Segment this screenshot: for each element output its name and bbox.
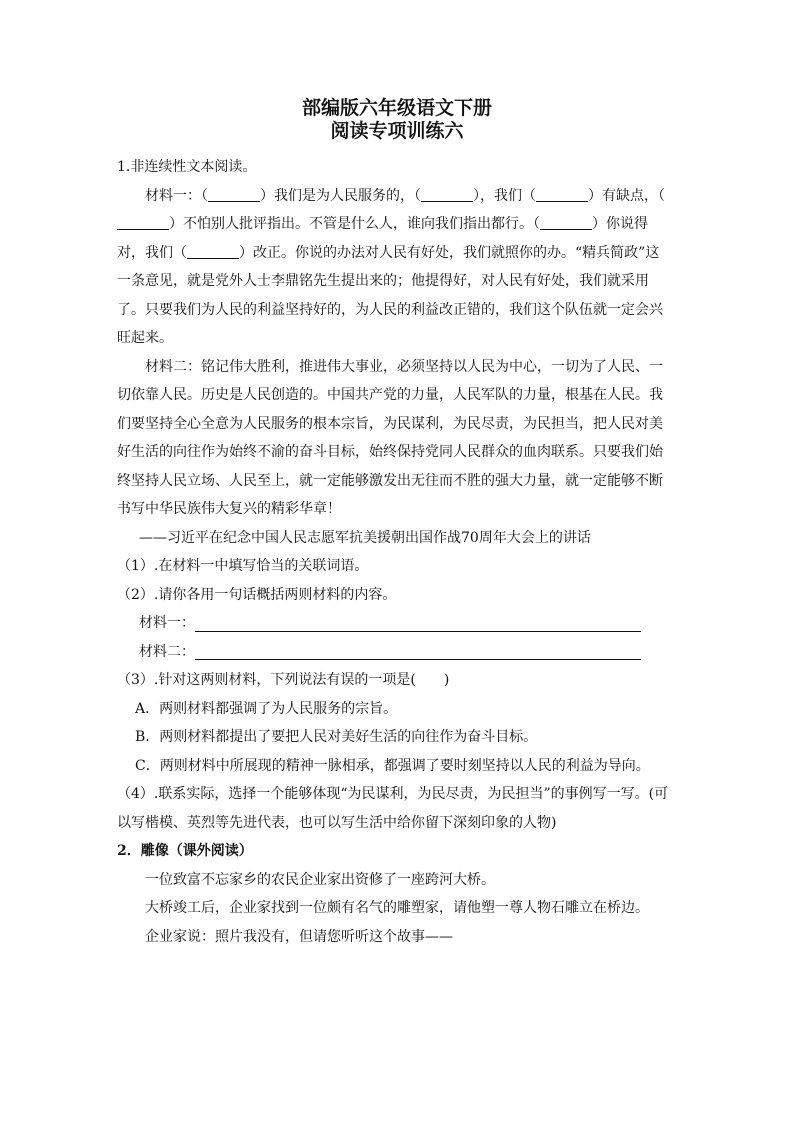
question-3: （3）.针对这两则材料，下列说法有误的一项是( ) (117, 672, 450, 688)
material-one-paragraph: 材料一：（ ）我们是为人民服务的，（ ），我们（ ）有缺点，（）不怕别人批评指出。不管是什么人，谁向我们指出都行。（ ）你说得对，我们（ ）改正。你说的办法对人民有好处，我们就照你的办。“精兵简政”这一条意见，就是党外人士李鼎铭先生提出来的；他提得好，对人民有好处，我们就采用了。只要我们为人民的利益坚持好的，为人民的利益改正错的，我们这个队伍就一定会兴旺起来。 (117, 187, 665, 346)
material-source: ——习近平在纪念中国人民志愿军抗美援朝出国作战70周年大会上的讲话 (139, 529, 591, 546)
blank-1[interactable] (208, 187, 260, 202)
option-c[interactable]: C．两则材料中所展现的精神一脉相承，都强调了要时刻坚持以人民的利益为导向。 (135, 757, 650, 774)
answer-label-2: 材料二： (139, 643, 195, 660)
answer-label-1: 材料一： (139, 615, 195, 631)
story-paragraph-2: 大桥竣工后，企业家找到一位颇有名气的雕塑家，请他塑一尊人物石雕立在桥边。 (145, 900, 649, 916)
question-4: （4）.联系实际，选择一个能够体现“为民谋利，为民尽责，为民担当”的事例写一写。(可以写楷模、英烈等先进代表，也可以写生活中给你留下深刻印象的人物) (117, 786, 669, 831)
blank-6[interactable] (187, 244, 239, 259)
blank-5[interactable] (540, 215, 592, 230)
section2-heading: 2．雕像（课外阅读） (117, 843, 253, 859)
question-2: （2）.请你各用一句话概括两则材料的内容。 (117, 586, 397, 603)
document-title: 部编版六年级语文下册 (301, 97, 492, 119)
section1-heading: 1.非连续性文本阅读。 (117, 159, 257, 175)
answer-line-1[interactable] (195, 613, 641, 632)
document-body (117, 153, 670, 951)
answer-row-material-two (117, 638, 670, 667)
material-two-paragraph: 材料二：铭记伟大胜利，推进伟大事业，必须坚持以人民为中心，一切为了人民、一切依靠人民。历史是人民创造的。中国共产党的力量，人民军队的力量，根基在人民。我们要坚持全心全意为人民服务的根本宗旨，为民谋利，为民尽责，为民担当，把人民对美好生活的向往作为始终不渝的奋斗目标，始终保持党同人民群众的血肉联系。只要我们始终坚持人民立场、人民至上，就一定能够激发出无往而不胜的强大力量，就一定能够不断书写中华民族伟大复兴的精彩华章！ (117, 358, 663, 517)
blank-2[interactable] (421, 187, 473, 202)
document-subtitle: 阅读专项训练六 (330, 120, 464, 142)
story-paragraph-3: 企业家说：照片我没有，但请您听听这个故事—— (145, 928, 453, 945)
option-a[interactable]: A．两则材料都强调了为人民服务的宗旨。 (135, 700, 398, 717)
answer-line-2[interactable] (195, 641, 641, 660)
story-paragraph-1: 一位致富不忘家乡的农民企业家出资修了一座跨河大桥。 (145, 871, 495, 888)
blank-3[interactable] (536, 187, 588, 202)
answer-row-material-one (117, 609, 670, 638)
blank-4[interactable] (117, 215, 169, 230)
question-1: （1）.在材料一中填写恰当的关联词语。 (117, 558, 369, 574)
option-b[interactable]: B．两则材料都提出了要把人民对美好生活的向往作为奋斗目标。 (135, 729, 538, 745)
